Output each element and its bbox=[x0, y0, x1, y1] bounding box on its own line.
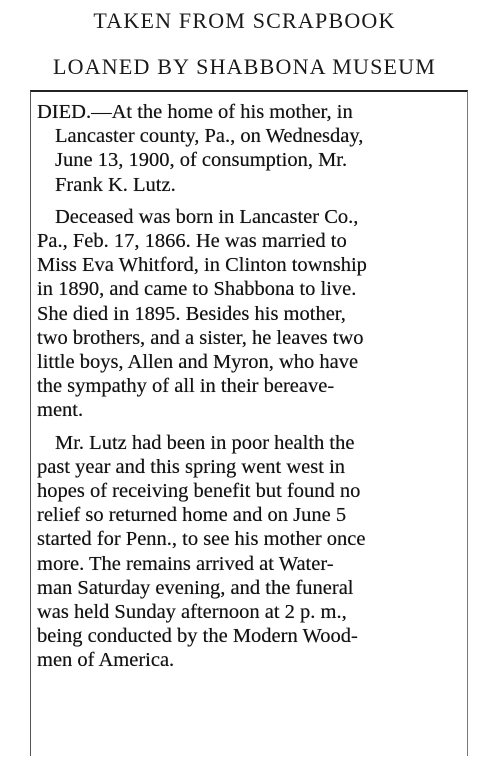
article-line: the sympathy of all in their bereave- bbox=[37, 375, 335, 398]
article-line: Pa., Feb. 17, 1866. He was married to bbox=[37, 230, 347, 253]
article-line: started for Penn., to see his mother once bbox=[37, 528, 366, 551]
article-line: was held Sunday afternoon at 2 p. m., bbox=[37, 601, 347, 624]
article-line: Mr. Lutz had been in poor health the bbox=[55, 431, 355, 454]
article-line: in 1890, and came to Shabbona to live. bbox=[37, 278, 357, 301]
header-subtitle: LOANED BY SHABBONA MUSEUM bbox=[52, 54, 437, 79]
article-line: man Saturday evening, and the funeral bbox=[37, 576, 354, 599]
article-line: men of America. bbox=[37, 649, 175, 672]
article-line: Deceased was born in Lancaster Co., bbox=[55, 205, 359, 228]
article-line: Lancaster county, Pa., on Wednesday, bbox=[55, 125, 364, 148]
article-line: DIED.—At the home of his mother, in bbox=[37, 101, 353, 123]
header-title: TAKEN FROM SCRAPBOOK bbox=[93, 8, 396, 33]
article-paragraph-3 bbox=[37, 431, 461, 673]
article-line: Frank K. Lutz. bbox=[55, 173, 176, 196]
article-line: two brothers, and a sister, he leaves two bbox=[37, 326, 364, 349]
article-paragraph-2 bbox=[37, 205, 461, 423]
article-line: She died in 1895. Besides his mother, bbox=[37, 302, 346, 325]
article-line: being conducted by the Modern Wood- bbox=[37, 625, 358, 648]
newspaper-clipping bbox=[30, 90, 468, 756]
article-line: ment. bbox=[37, 399, 84, 422]
article-line: Miss Eva Whitford, in Clinton township bbox=[37, 254, 367, 277]
article-line: hopes of receiving benefit but found no bbox=[37, 480, 361, 503]
article-line: more. The remains arrived at Water- bbox=[37, 552, 334, 575]
article-line: June 13, 1900, of consumption, Mr. bbox=[55, 149, 348, 172]
article-line: relief so returned home and on June 5 bbox=[37, 504, 347, 527]
article-line: past year and this spring went west in bbox=[37, 455, 346, 478]
article-line: little boys, Allen and Myron, who have bbox=[37, 351, 359, 374]
article-paragraph-1 bbox=[37, 100, 461, 197]
